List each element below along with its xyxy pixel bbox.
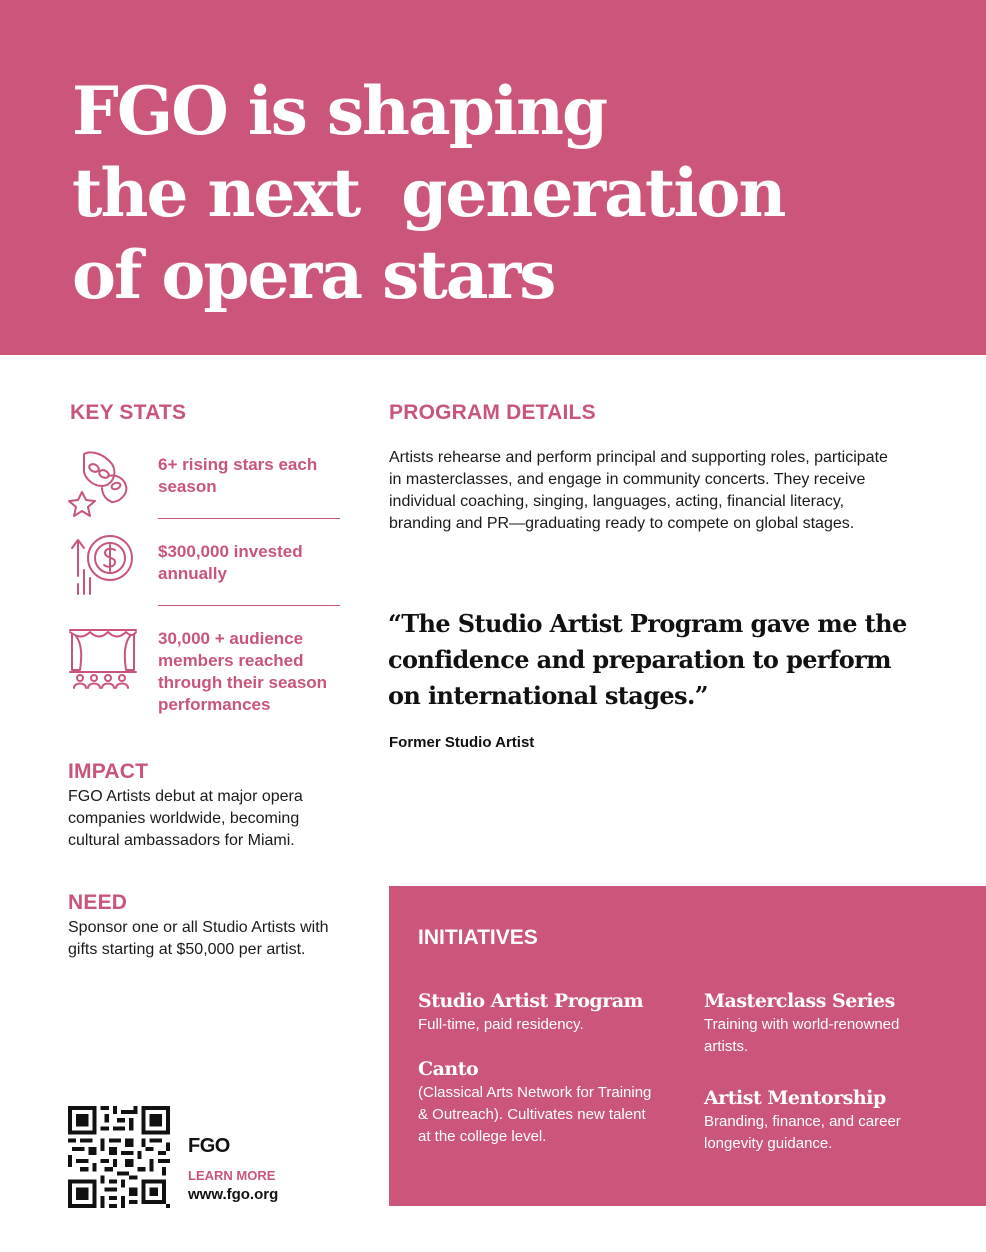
- website-link[interactable]: www.fgo.org: [188, 1186, 279, 1203]
- stat-text: 30,000 + audience members reached through their season performances: [158, 629, 328, 714]
- initiative-name: Masterclass Series: [704, 990, 895, 1012]
- key-stats-title: KEY STATS: [70, 401, 187, 424]
- initiative-studio-artist-program: [418, 988, 668, 1036]
- testimonial-quote: “The Studio Artist Program gave me the confidence and preparation to perform on international stages.”: [388, 609, 907, 710]
- program-details-title: PROGRAM DETAILS: [389, 401, 596, 424]
- stat-divider: [158, 518, 340, 519]
- header-banner: [0, 0, 986, 355]
- initiative-desc: Training with world-renowned artists.: [704, 1016, 900, 1055]
- need-title: NEED: [68, 891, 128, 914]
- initiatives-title: INITIATIVES: [418, 926, 538, 949]
- initiative-canto: [418, 1056, 658, 1148]
- learn-more-label: LEARN MORE: [188, 1168, 276, 1183]
- need-text: Sponsor one or all Studio Artists with gifts starting at $50,000 per artist.: [68, 919, 329, 958]
- initiative-masterclass-series: [704, 988, 944, 1058]
- program-details-text: Artists rehearse and perform principal and supporting roles, participate in masterclasses, and engage in community concerts. They receive individual coaching, singing, languages, acting, financial literacy, branding and PR—graduating ready to compete on global stages.: [389, 449, 888, 532]
- initiative-name: Artist Mentorship: [704, 1087, 886, 1109]
- stat-text: 6+ rising stars each season: [158, 455, 318, 496]
- stage-audience-icon: [68, 626, 140, 698]
- fgo-logo: FGO: [188, 1135, 230, 1157]
- headline-line-1: FGO is shaping: [72, 72, 607, 150]
- initiative-desc: (Classical Arts Network for Training & Outreach). Cultivates new talent at the college level.: [418, 1084, 652, 1145]
- dollar-growth-icon: [68, 530, 140, 602]
- theater-masks-icon: [68, 446, 140, 518]
- headline-line-3: of opera stars: [72, 236, 555, 314]
- testimonial-attribution: Former Studio Artist: [389, 734, 535, 751]
- impact-title: IMPACT: [68, 760, 149, 783]
- headline: [72, 70, 784, 316]
- initiatives-panel: [389, 886, 986, 1206]
- initiative-artist-mentorship: [704, 1085, 944, 1155]
- initiative-name: Canto: [418, 1058, 479, 1080]
- initiative-desc: Branding, finance, and career longevity guidance.: [704, 1113, 901, 1152]
- impact-text: FGO Artists debut at major opera companies worldwide, becoming cultural ambassadors for Miami.: [68, 788, 303, 849]
- qr-code-icon[interactable]: [68, 1106, 170, 1208]
- initiative-name: Studio Artist Program: [418, 990, 644, 1012]
- stat-text: $300,000 invested annually: [158, 542, 303, 583]
- initiative-desc: Full-time, paid residency.: [418, 1016, 584, 1033]
- headline-line-2: the next generation: [72, 154, 785, 232]
- stat-divider: [158, 605, 340, 606]
